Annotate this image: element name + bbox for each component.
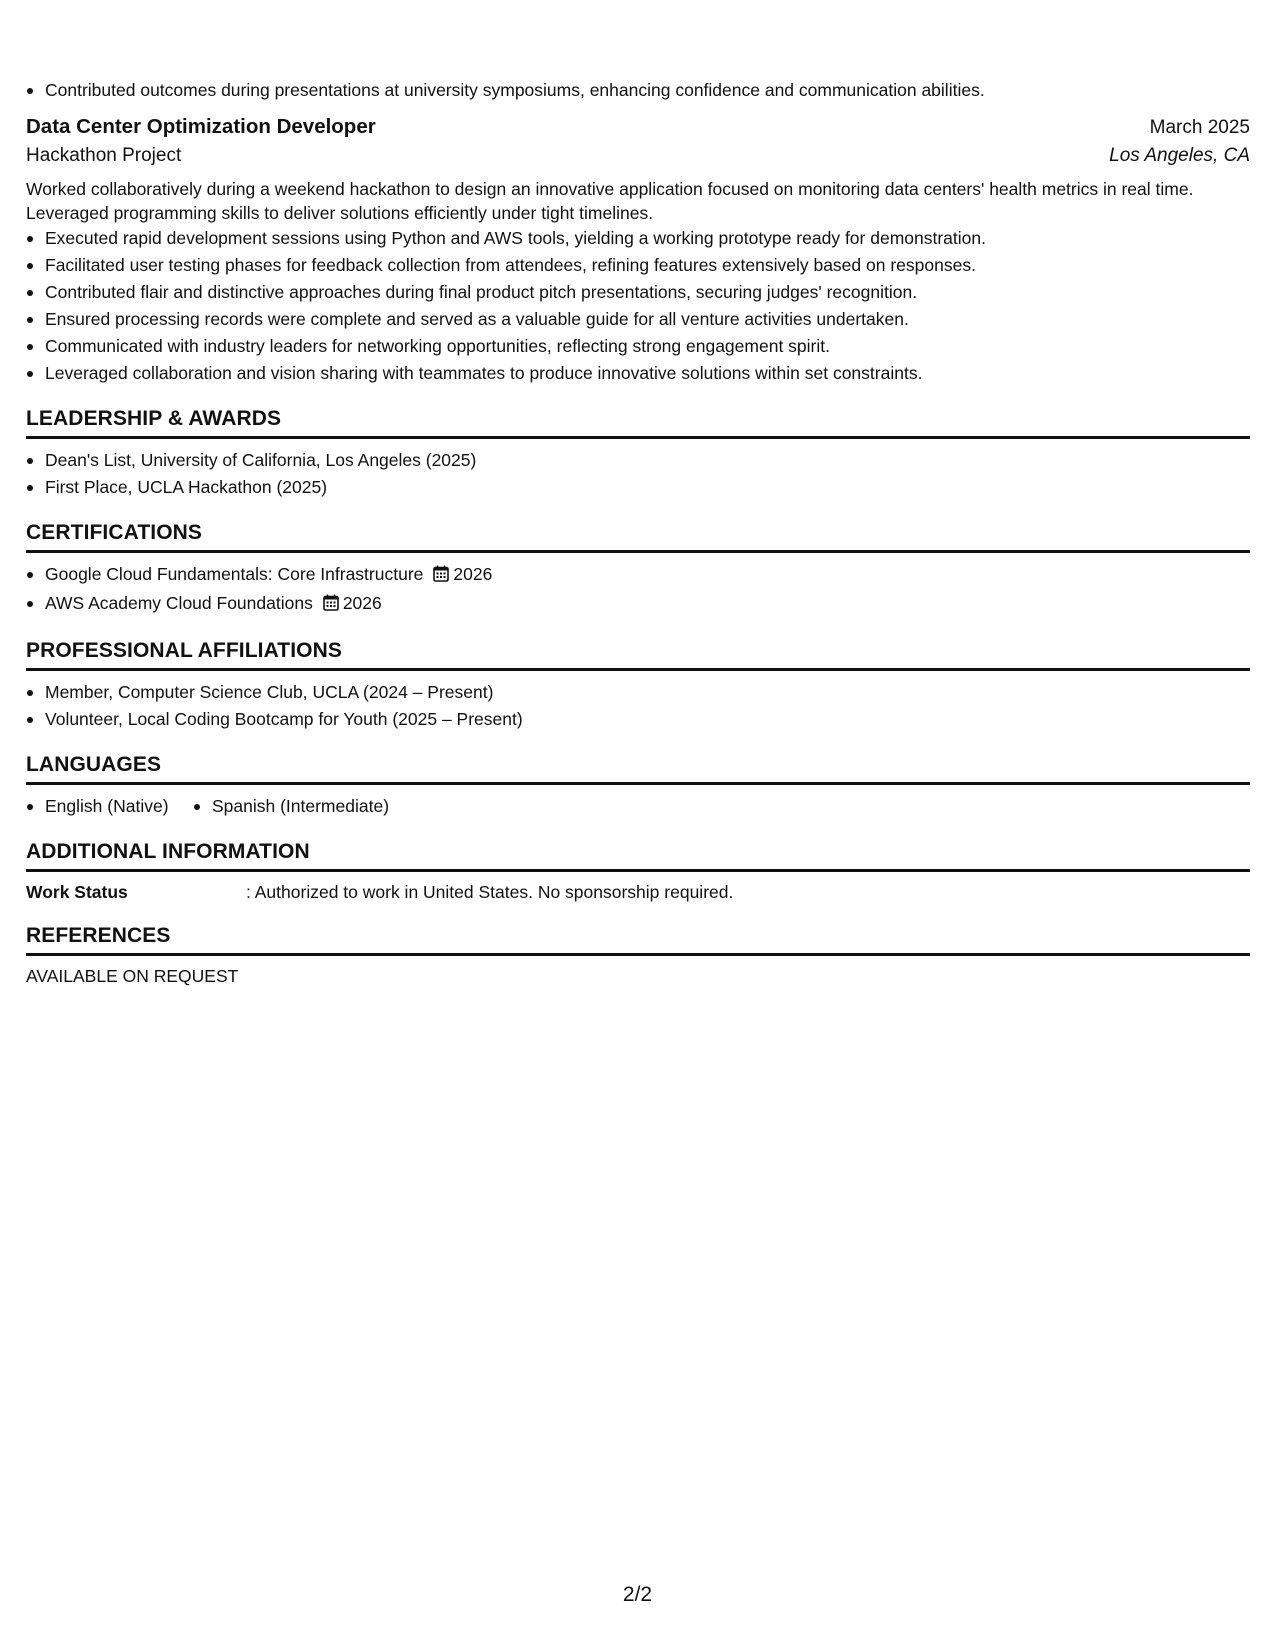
- list-item: First Place, UCLA Hackathon (2025): [26, 474, 1250, 501]
- language-item: Spanish (Intermediate): [193, 793, 389, 820]
- references-section: [26, 924, 1250, 988]
- leadership-list: [26, 447, 1250, 501]
- job-subheader: [26, 145, 1250, 167]
- certification-item: [26, 590, 1250, 619]
- section-heading: ADDITIONAL INFORMATION: [26, 840, 1250, 872]
- list-item: Executed rapid development sessions using Python and AWS tools, yielding a working prototype ready for demonstration.: [26, 225, 1250, 252]
- list-item: Leveraged collaboration and vision sharing with teammates to produce innovative solutions within set constraints.: [26, 360, 1250, 387]
- list-item: Communicated with industry leaders for networking opportunities, reflecting strong engagement spirit.: [26, 333, 1250, 360]
- references-text: AVAILABLE ON REQUEST: [26, 966, 239, 986]
- certification-year: 2026: [453, 564, 493, 584]
- certification-year: 2026: [342, 593, 382, 613]
- job-location: Los Angeles, CA: [1109, 145, 1250, 166]
- affiliations-list: [26, 679, 1250, 733]
- list-item: Member, Computer Science Club, UCLA (2024 – Present): [26, 679, 1250, 706]
- certifications-list: [26, 561, 1250, 619]
- work-status-row: [26, 880, 1250, 904]
- list-item: Volunteer, Local Coding Bootcamp for Youth (2025 – Present): [26, 706, 1250, 733]
- page-number: 2/2: [622, 1583, 653, 1606]
- work-status-label: Work Status: [26, 882, 128, 902]
- job-bullet-list: [26, 225, 1250, 387]
- section-heading: REFERENCES: [26, 924, 1250, 956]
- work-status-value: : Authorized to work in United States. No sponsorship required.: [246, 882, 734, 902]
- list-item: Facilitated user testing phases for feedback collection from attendees, refining features extensively based on responses.: [26, 252, 1250, 279]
- list-item: Contributed flair and distinctive approaches during final product pitch presentations, securing judges' recognition.: [26, 279, 1250, 306]
- job-date: March 2025: [1149, 117, 1250, 138]
- certification-item: [26, 561, 1250, 590]
- job-entry: [26, 115, 1250, 387]
- section-heading: LANGUAGES: [26, 753, 1250, 785]
- calendar-icon: [323, 592, 339, 619]
- carryover-bullet-list: [26, 77, 1250, 104]
- list-item: Contributed outcomes during presentations at university symposiums, enhancing confidence and communication abilities.: [26, 77, 1250, 104]
- certifications-section: [26, 521, 1250, 619]
- languages-section: [26, 753, 1250, 820]
- job-summary: Worked collaboratively during a weekend hackathon to design an innovative application focused on monitoring data centers' health metrics in real time. Leveraged programming skills to deliver solutions efficiently under tight timelines.: [26, 179, 1194, 223]
- languages-list: [26, 793, 1250, 820]
- certification-name: AWS Academy Cloud Foundations: [45, 593, 313, 613]
- leadership-section: [26, 407, 1250, 501]
- job-organization: Hackathon Project: [26, 145, 182, 166]
- calendar-icon: [433, 563, 449, 590]
- section-heading: PROFESSIONAL AFFILIATIONS: [26, 639, 1250, 671]
- job-title: Data Center Optimization Developer: [26, 115, 376, 138]
- list-item: Ensured processing records were complete and served as a valuable guide for all venture activities undertaken.: [26, 306, 1250, 333]
- section-heading: CERTIFICATIONS: [26, 521, 1250, 553]
- job-header: [26, 115, 1250, 139]
- section-heading: LEADERSHIP & AWARDS: [26, 407, 1250, 439]
- language-item: English (Native): [26, 793, 169, 820]
- list-item: Dean's List, University of California, Los Angeles (2025): [26, 447, 1250, 474]
- certification-name: Google Cloud Fundamentals: Core Infrastructure: [45, 564, 424, 584]
- resume-page: [26, 0, 1250, 988]
- affiliations-section: [26, 639, 1250, 733]
- additional-info-section: [26, 840, 1250, 904]
